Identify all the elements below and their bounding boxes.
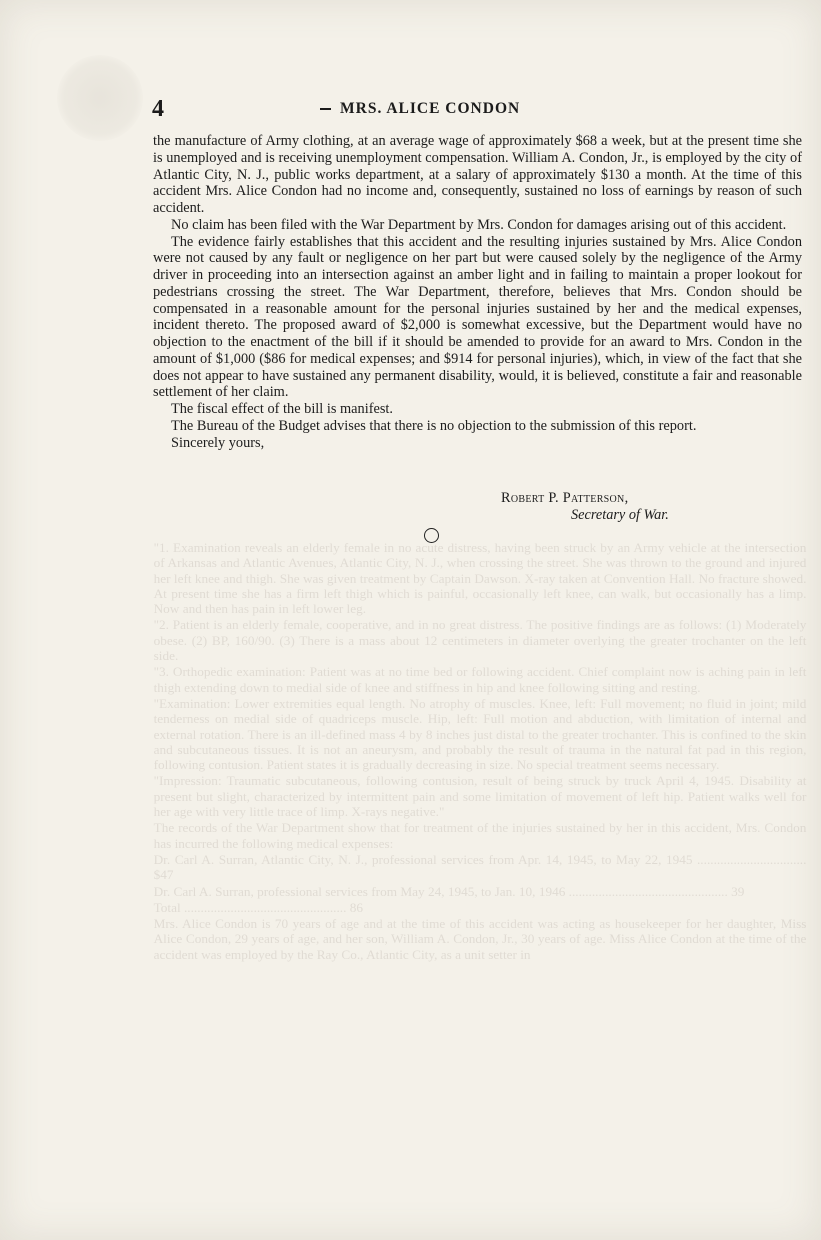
signature-title: Secretary of War. — [571, 507, 669, 523]
complimentary-close: Sincerely yours, — [171, 434, 265, 451]
paragraph-budget-bureau: The Bureau of the Budget advises that there is no objection to the submission of this report. — [171, 417, 697, 434]
paragraph-no-claim: No claim has been filed with the War Department by Mrs. Condon for damages arising out of this accident. — [171, 216, 787, 233]
letter-body — [153, 133, 802, 451]
signature-name: Robert P. Patterson, — [501, 490, 629, 506]
paragraph-evidence: The evidence fairly establishes that this accident and the resulting injuries sustained by Mrs. Alice Condon were not caused by any fault or negligence on her part but were caused solely by the negligence of the Army driver in proceeding into an intersection against an amber light and in failing to maintain a proper lookout for pedestrians crossing the street. The War Department, therefore, believes that Mrs. Condon should be compensated in a reasonable amount for the personal injuries sustained by her and the medical expenses, incident thereto. The proposed award of $2,000 is somewhat excessive, but the Department would have no objection to the enactment of the bill if it should be amended to provide for an award to Mrs. Condon in the amount of $1,000 ($86 for medical expenses; and $914 for personal injuries), which, in view of the fact that she does not appear to have sustained any permanent disability, would, it is believed, constitute a fair and reasonable settlement of her claim. — [153, 233, 802, 401]
paragraph-wages: the manufacture of Army clothing, at an average wage of approximately $68 a week, but at the present time she is unemployed and is receiving unemployment compensation. William A. Condon, Jr., is employed by the city of Atlantic City, N. J., public works department, at a salary of approximately $130 a month. At the time of this accident Mrs. Alice Condon had no income and, consequently, sustained no loss of earnings by reason of such accident. — [153, 133, 802, 216]
running-head: MRS. ALICE CONDON — [340, 100, 521, 117]
paragraph-fiscal-effect: The fiscal effect of the bill is manifest. — [171, 401, 393, 417]
faded-library-stamp — [57, 55, 143, 141]
page-number: 4 — [152, 96, 164, 122]
bleed-through-text: "1. Examination reveals an elderly female in no acute distress, having been struck by an Army vehicle at the intersection of Arkansas and Atlantic Avenues, Atlantic City, N. J., when crossing the street. She was thrown to the ground and injured her left knee and thigh. She was given treatment by Captain Dawson. X-ray taken at Convention Hall. No fracture showed. At present time she has a firm left thigh which is painful, occasionally left knee, can walk, but occasionally has a limp. Now and then has pain in left lower leg. "2. Patient is an elderly female, cooperative, and in no great distress. The positive findings are as follows: (1) Moderately obese. (2) BP, 160/90. (3) There is a mass about 12 centimeters in diameter overlying the greater trochanter on the left side. "3. Orthopedic examination: Patient was at no time bed or following accident. Chief complaint now is aching pain in left thigh extending down to medial side of knee and stiffness in hip and knee following sitting and resting. "Examination: Lower extremities equal length. No atrophy of muscles. Knee, left: Full movement; no fluid in joint; mild tenderness on medial side of quadriceps muscle. Hip, left: Full motion and abduction, with limitation of internal and external rotation. There is an ill-defined mass 4 by 8 inches just distal to the greater trochanter. This is confined to the skin and subcutaneous tissues. It is not an aneurysm, and probably the result of trauma in the natural fat pad in this region, following contusion. Patient states it is gradually decreasing in size. No special treatment seems necessary. "Impression: Traumatic subcutaneous, following contusion, result of being struck by truck April 4, 1945. Disability at present but slight, characterized by intermittent pain and some limitation of movement of left hip. Patient walks well for her age with very little trace of limp. X-rays negative." The records of the War Department show that for treatment of the injuries sustained by her in this accident, Mrs. Condon has incurred the following medical expenses: Dr. Carl A. Surran, Atlantic City, N. J., professional services from Apr. 14, 1945, to May 22, 1945 ................................. $47 Dr. Carl A. Surran, professional services from May 24, 1945, to Jan. 10, 1946 ................................................ 39 Total ................................................. 86 Mrs. Alice Condon is 70 years of age and at the time of this accident was acting as housekeeper for her daughter, Miss Alice Condon, 29 years of age, and her son, William A. Condon, Jr., 30 years of age. Miss Alice Condon at the time of the accident was employed by the Ray Co., Atlantic City, as a unit setter in — [153, 540, 807, 962]
punch-hole — [424, 528, 439, 543]
header-dash — [320, 108, 331, 110]
